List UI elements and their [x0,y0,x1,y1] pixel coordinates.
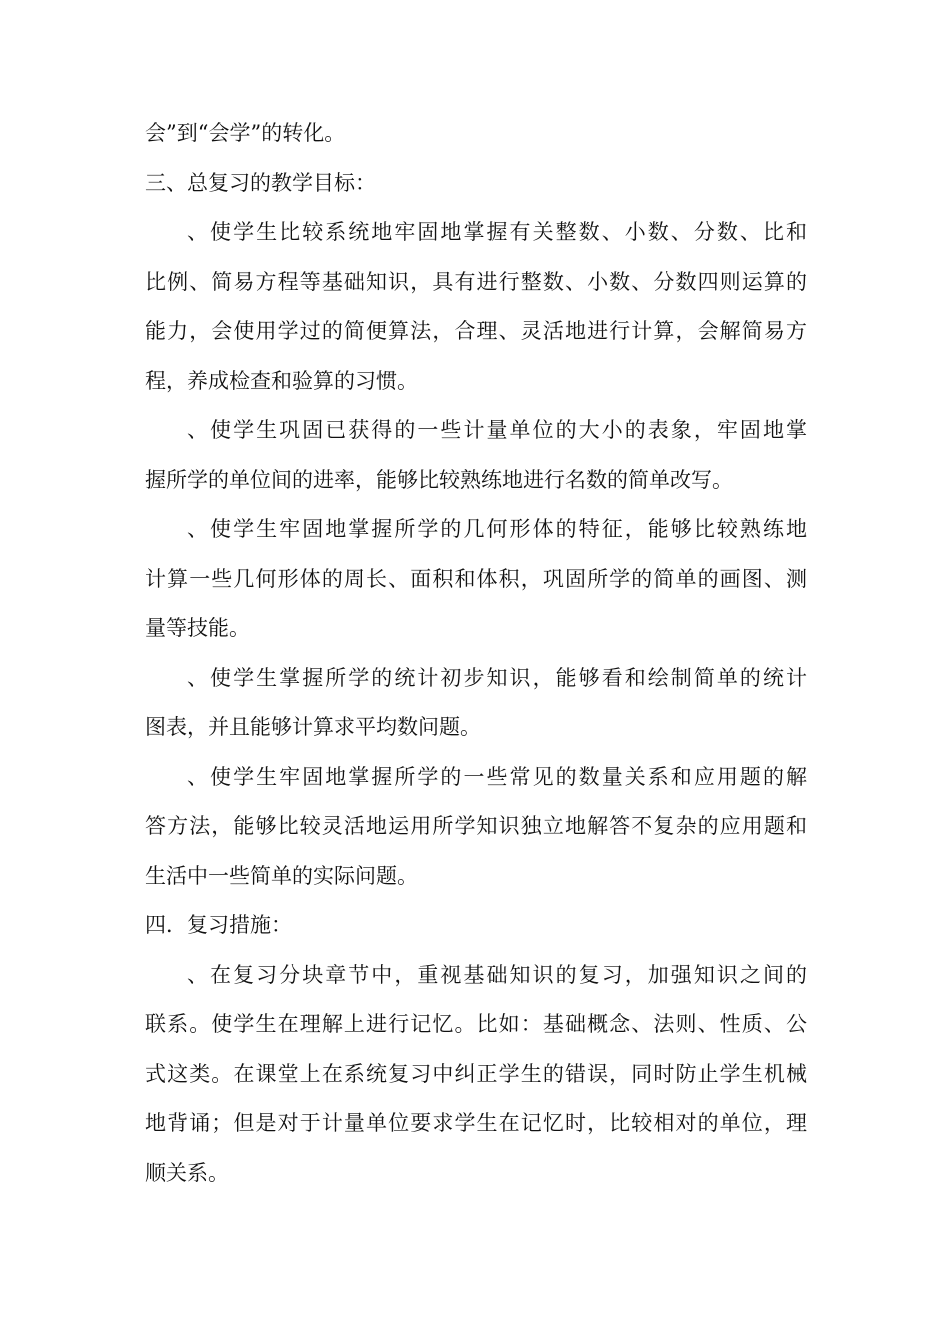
measure-1-line-2: 联系。使学生在理解上进行记忆。比如：基础概念、法则、性质、公 [145,1012,807,1036]
goal-1-line-2: 比例、简易方程等基础知识，具有进行整数、小数、分数四则运算的 [145,269,807,294]
measure-1-line-1: 、在复习分块章节中，重视基础知识的复习，加强知识之间的 [187,962,807,987]
goal-4-line-2: 图表，并且能够计算求平均数问题。 [145,715,481,739]
measure-1-line-3: 式这类。在课堂上在系统复习中纠正学生的错误，同时防止学生机械 [145,1061,807,1086]
section-heading-goals: 三、总复习的教学目标： [145,170,376,195]
goal-2-line-2: 握所学的单位间的进率，能够比较熟练地进行名数的简单改写。 [145,467,733,492]
text-line: 会”到“会学”的转化。 [145,121,346,145]
goal-1-line-4: 程，养成检查和验算的习惯。 [145,368,418,393]
goal-3-line-2: 计算一些几何形体的周长、面积和体积，巩固所学的简单的画图、测 [145,566,807,591]
goal-5-line-3: 生活中一些简单的实际问题。 [145,863,418,888]
document-body [145,109,807,1198]
goal-5-line-1: 、使学生牢固地掌握所学的一些常见的数量关系和应用题的解 [187,764,807,789]
goal-2-line-1: 、使学生巩固已获得的一些计量单位的大小的表象，牢固地掌 [187,418,807,442]
measure-1-line-4: 地背诵；但是对于计量单位要求学生在记忆时，比较相对的单位，理 [145,1111,807,1135]
goal-1-line-1: 、使学生比较系统地牢固地掌握有关整数、小数、分数、比和 [187,220,807,244]
goal-3-line-3: 量等技能。 [145,616,250,640]
goal-1-line-3: 能力，会使用学过的简便算法，合理、灵活地进行计算，会解简易方 [145,319,807,343]
goal-4-line-1: 、使学生掌握所学的统计初步知识，能够看和绘制简单的统计 [187,665,807,690]
goal-5-line-2: 答方法，能够比较灵活地运用所学知识独立地解答不复杂的应用题和 [145,814,807,838]
goal-3-line-1: 、使学生牢固地掌握所学的几何形体的特征，能够比较熟练地 [187,517,807,541]
section-heading-measures: 四．复习措施： [145,913,292,937]
measure-1-line-5: 顺关系。 [145,1160,229,1185]
